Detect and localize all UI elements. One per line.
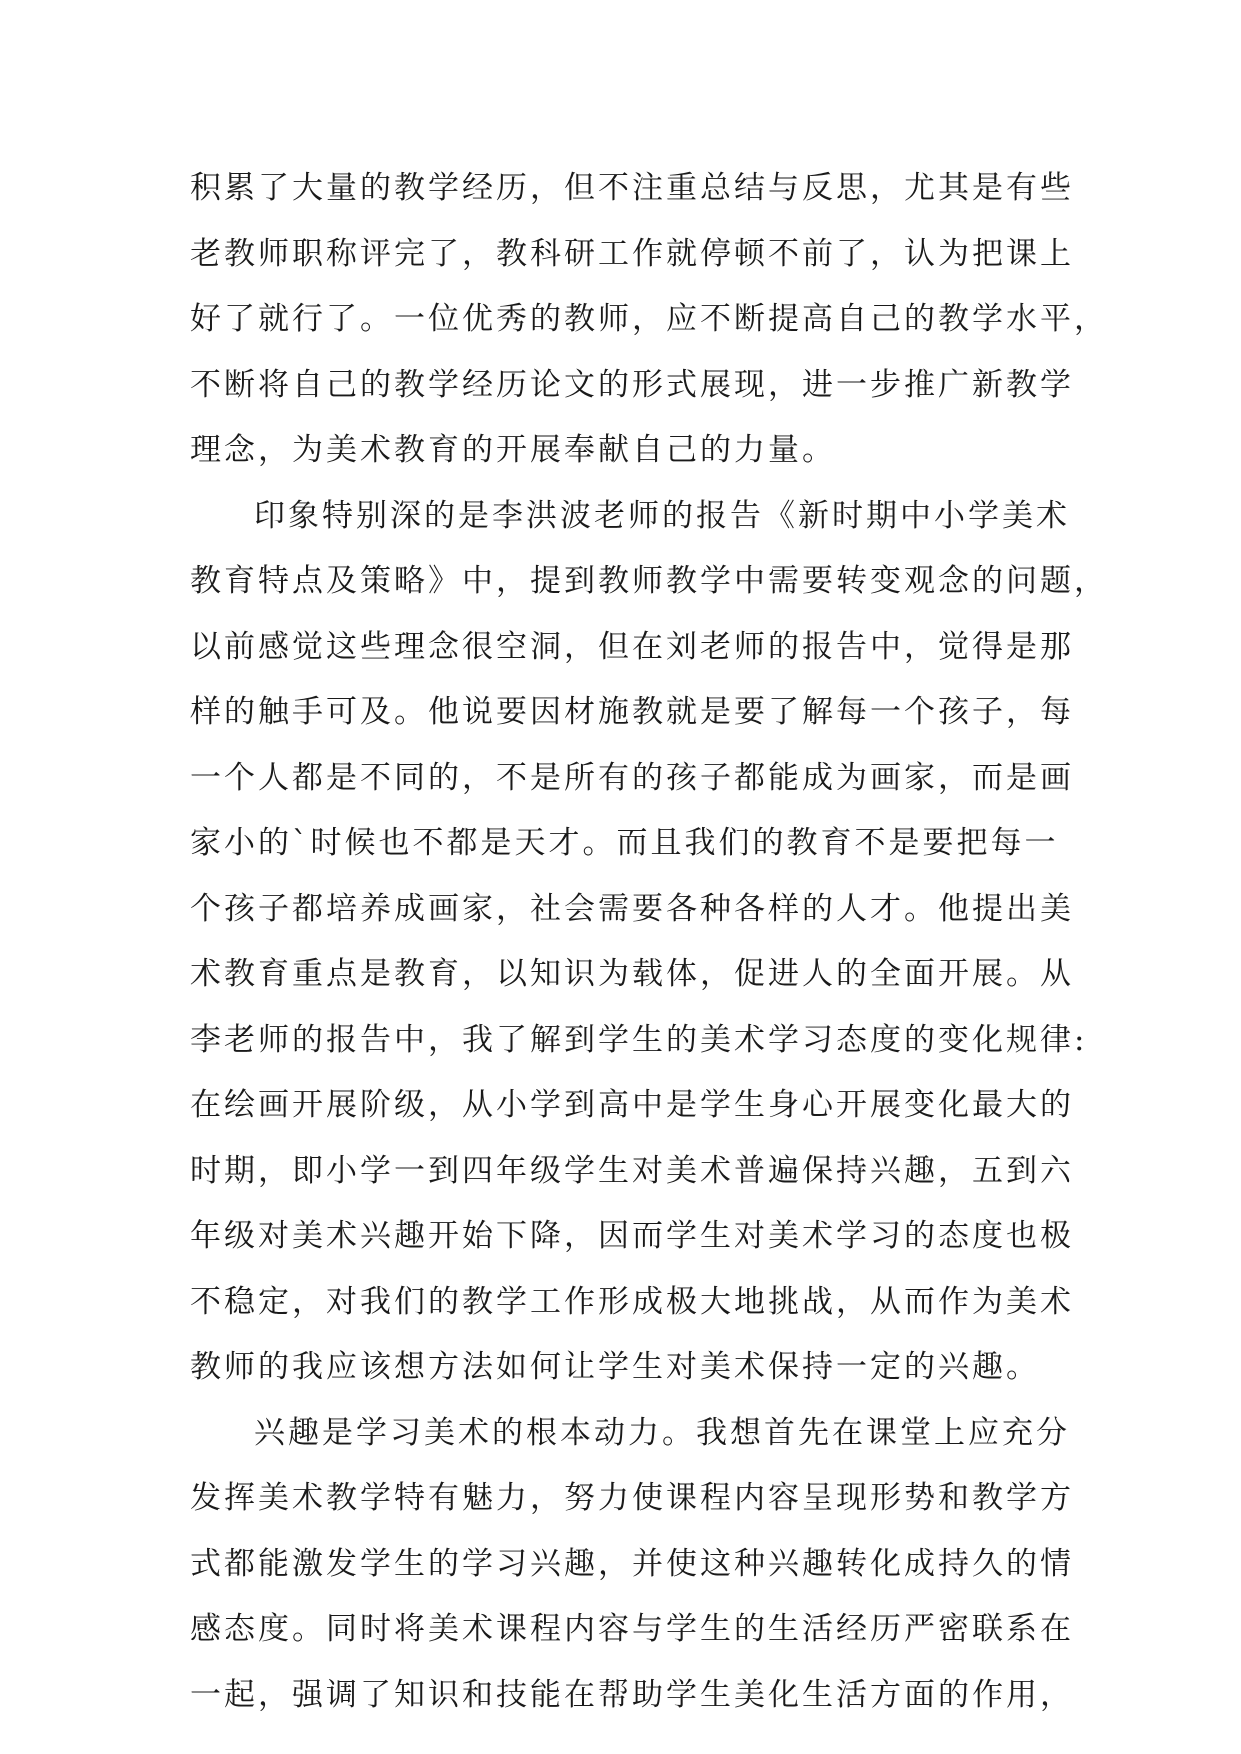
text-line: 理念，为美术教育的开展奉献自己的力量。 — [190, 432, 836, 468]
text-line: 教师的我应该想方法如何让学生对美术保持一定的兴趣。 — [190, 1349, 1040, 1385]
text-line: 在绘画开展阶级，从小学到高中是学生身心开展变化最大的 — [190, 1087, 1074, 1123]
text-line: 老教师职称评完了，教科研工作就停顿不前了，认为把课上 — [190, 235, 1074, 272]
text-line: 家小的`时候也不都是天才。而且我们的教育不是要把每一 — [190, 825, 1059, 861]
text-line: 感态度。同时将美术课程内容与学生的生活经历严密联系在 — [190, 1611, 1074, 1647]
text-line: 李老师的报告中，我了解到学生的美术学习态度的变化规律: — [190, 1021, 1088, 1058]
text-line: 一起，强调了知识和技能在帮助学生美化生活方面的作用， — [190, 1676, 1074, 1713]
text-line: 不断将自己的教学经历论文的形式展现，进一步推广新教学 — [190, 366, 1074, 403]
text-line: 不稳定，对我们的教学工作形成极大地挑战，从而作为美术 — [190, 1283, 1074, 1320]
text-line: 一个人都是不同的，不是所有的孩子都能成为画家，而是画 — [190, 759, 1074, 796]
text-line: 发挥美术教学特有魅力，努力使课程内容呈现形势和教学方 — [190, 1480, 1074, 1516]
paragraph-first-line: 印象特别深的是李洪波老师的报告《新时期中小学美术 — [254, 497, 1070, 534]
document-body — [190, 156, 1108, 1728]
text-line: 术教育重点是教育，以知识为载体，促进人的全面开展。从 — [190, 956, 1074, 992]
text-line: 样的触手可及。他说要因材施教就是要了解每一个孩子，每 — [190, 694, 1074, 730]
text-line: 个孩子都培养成画家，社会需要各种各样的人才。他提出美 — [190, 890, 1074, 927]
text-line: 时期，即小学一到四年级学生对美术普遍保持兴趣，五到六 — [190, 1152, 1074, 1189]
text-line: 积累了大量的教学经历，但不注重总结与反思，尤其是有些 — [190, 170, 1074, 206]
text-line: 以前感觉这些理念很空洞，但在刘老师的报告中，觉得是那 — [190, 628, 1074, 665]
paragraph-first-line: 兴趣是学习美术的根本动力。我想首先在课堂上应充分 — [254, 1414, 1070, 1451]
text-line: 年级对美术兴趣开始下降，因而学生对美术学习的态度也极 — [190, 1218, 1074, 1254]
text-line: 式都能激发学生的学习兴趣，并使这种兴趣转化成持久的情 — [190, 1545, 1074, 1582]
text-line: 教育特点及策略》中，提到教师教学中需要转变观念的问题， — [190, 563, 1108, 599]
text-line: 好了就行了。一位优秀的教师，应不断提高自己的教学水平， — [190, 301, 1108, 337]
